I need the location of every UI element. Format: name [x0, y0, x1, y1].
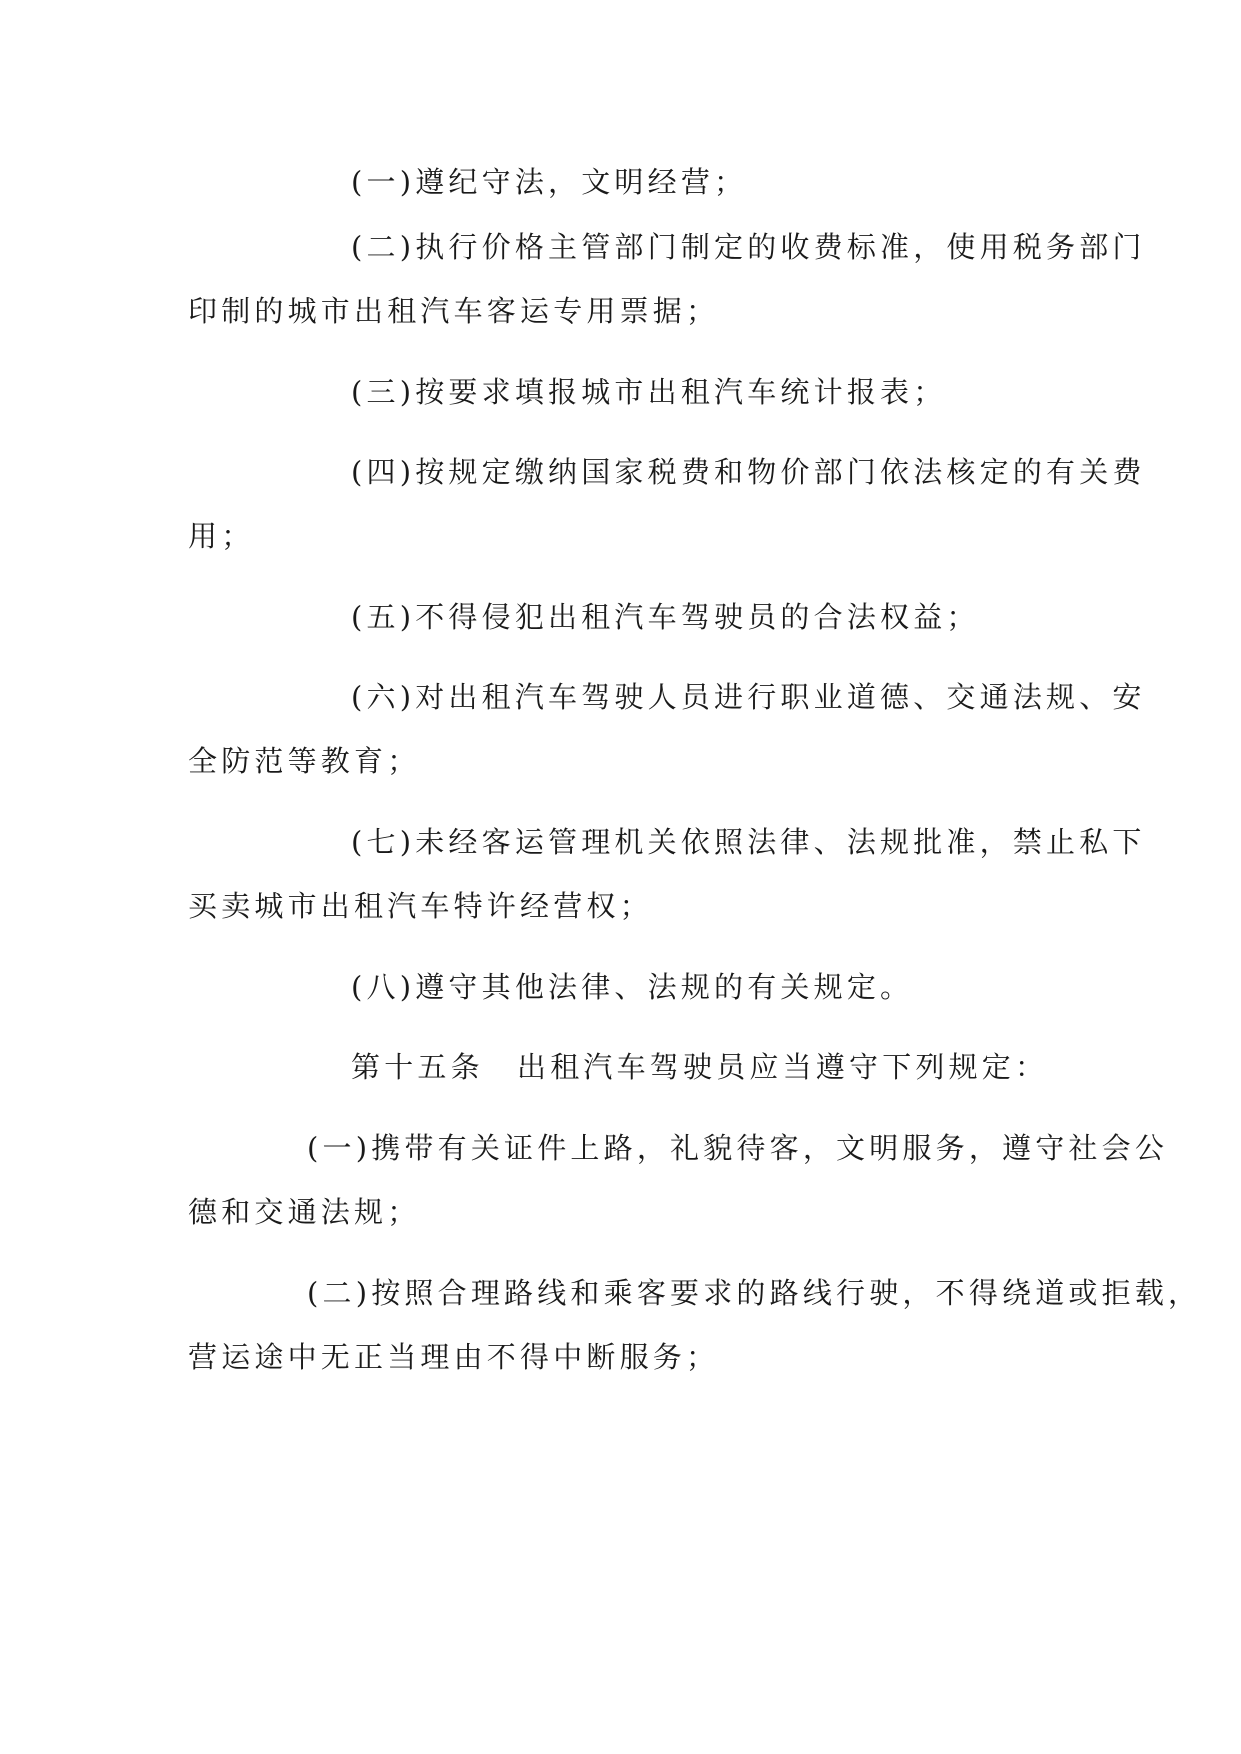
paragraph-line: 营运途中无正当理由不得中断服务；	[188, 1340, 720, 1374]
paragraph-line: (五)不得侵犯出租汽车驾驶员的合法权益；	[351, 600, 980, 634]
paragraph-line: (七)未经客运管理机关依照法律、法规批准，禁止私下	[351, 825, 1146, 859]
paragraph-line: (二)按照合理路线和乘客要求的路线行驶，不得绕道或拒载，	[307, 1276, 1202, 1310]
paragraph-line: (二)执行价格主管部门制定的收费标准，使用税务部门	[351, 230, 1146, 264]
paragraph-line: (一)遵纪守法，文明经营；	[351, 165, 748, 199]
paragraph-line: (三)按要求填报城市出租汽车统计报表；	[351, 375, 947, 409]
paragraph-line: 德和交通法规；	[188, 1195, 421, 1229]
paragraph-line: (六)对出租汽车驾驶人员进行职业道德、交通法规、安	[351, 680, 1146, 714]
paragraph-line: 买卖城市出租汽车特许经营权；	[188, 889, 653, 923]
article-heading-line: 第十五条 出租汽车驾驶员应当遵守下列规定：	[351, 1050, 1049, 1084]
paragraph-line: 全防范等教育；	[188, 744, 421, 778]
paragraph-line: 用；	[188, 519, 255, 553]
paragraph-line: (一)携带有关证件上路，礼貌待客，文明服务，遵守社会公	[307, 1131, 1169, 1165]
paragraph-line: (四)按规定缴纳国家税费和物价部门依法核定的有关费	[351, 455, 1146, 489]
paragraph-line: (八)遵守其他法律、法规的有关规定。	[351, 970, 914, 1004]
paragraph-line: 印制的城市出租汽车客运专用票据；	[188, 294, 720, 328]
